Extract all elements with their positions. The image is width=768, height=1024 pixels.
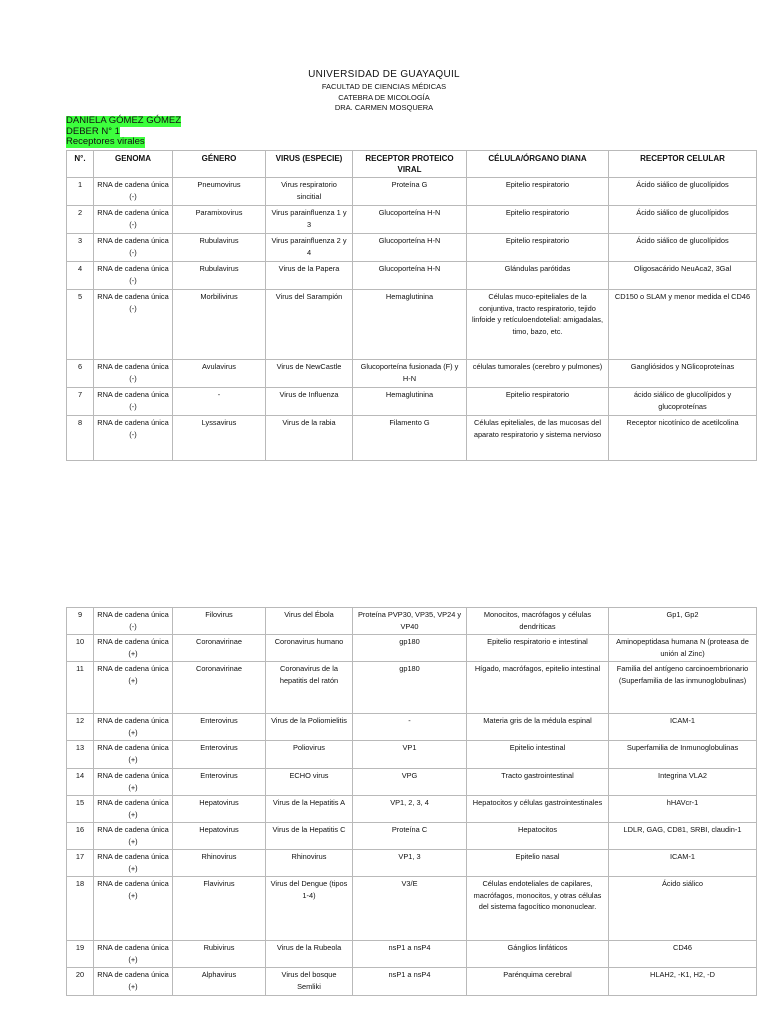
viral-receptors-table-part-2 bbox=[66, 607, 757, 996]
cell-virus-species: Virus parainfluenza 1 y 3 bbox=[266, 206, 353, 234]
cell-target: Células muco-epiteliales de la conjuntiva, tracto respiratorio, tejido linfoide y retículoendotelial: amigadalas, timo, bazo, etc. bbox=[467, 290, 609, 360]
cell-virus-species: ECHO virus bbox=[266, 769, 353, 796]
cell-cell-receptor: Gangliósidos y NGlicoproteínas bbox=[609, 360, 757, 388]
cell-target: Epitelio nasal bbox=[467, 850, 609, 877]
cell-cell-receptor: LDLR, GAG, CD81, SRBI, claudin-1 bbox=[609, 823, 757, 850]
cell-cell-receptor: Receptor nicotínico de acetilcolina bbox=[609, 416, 757, 461]
cell-genus: Lyssavirus bbox=[173, 416, 266, 461]
table-row bbox=[67, 877, 757, 941]
cell-viral-receptor: Proteína C bbox=[353, 823, 467, 850]
cell-cell-receptor: Gp1, Gp2 bbox=[609, 608, 757, 635]
cell-virus-species: Virus del bosque Semliki bbox=[266, 968, 353, 996]
cell-genome: RNA de cadena única (-) bbox=[94, 290, 173, 360]
row-number: 19 bbox=[67, 941, 94, 968]
row-number: 1 bbox=[67, 178, 94, 206]
col-header-genome: GENOMA bbox=[94, 151, 173, 178]
cell-cell-receptor: ICAM-1 bbox=[609, 714, 757, 741]
faculty-name: FACULTAD DE CIENCIAS MÉDICAS bbox=[321, 82, 447, 91]
cell-viral-receptor: Filamento G bbox=[353, 416, 467, 461]
cell-virus-species: Virus de la Hepatitis A bbox=[266, 796, 353, 823]
table-row bbox=[67, 608, 757, 635]
cell-genome: RNA de cadena única (+) bbox=[94, 635, 173, 662]
table-row bbox=[67, 823, 757, 850]
cell-cell-receptor: Ácido siálico de glucolípidos bbox=[609, 206, 757, 234]
row-number: 3 bbox=[67, 234, 94, 262]
cell-virus-species: Virus respiratorio sincitial bbox=[266, 178, 353, 206]
student-name: DANIELA GÓMEZ GÓMEZ bbox=[66, 115, 182, 126]
row-number: 6 bbox=[67, 360, 94, 388]
cell-target: Epitelio intestinal bbox=[467, 741, 609, 769]
cell-viral-receptor: Hemaglutinina bbox=[353, 290, 467, 360]
cell-genome: RNA de cadena única (-) bbox=[94, 262, 173, 290]
row-number: 5 bbox=[67, 290, 94, 360]
cell-virus-species: Virus de la Hepatitis C bbox=[266, 823, 353, 850]
cell-viral-receptor: Glucoporteína H-N bbox=[353, 262, 467, 290]
cell-target: Células epiteliales, de las mucosas del aparato respiratorio y sistema nervioso bbox=[467, 416, 609, 461]
cell-virus-species: Virus de la Poliomielitis bbox=[266, 714, 353, 741]
chair-name: CATEBRA DE MICOLOGÍA bbox=[338, 92, 430, 102]
cell-genus: Avulavirus bbox=[173, 360, 266, 388]
cell-genome: RNA de cadena única (-) bbox=[94, 416, 173, 461]
cell-viral-receptor: nsP1 a nsP4 bbox=[353, 968, 467, 996]
cell-virus-species: Virus de la rabia bbox=[266, 416, 353, 461]
cell-cell-receptor: ICAM-1 bbox=[609, 850, 757, 877]
assignment-number: DEBER N° 1 bbox=[66, 125, 120, 137]
cell-genome: RNA de cadena única (-) bbox=[94, 360, 173, 388]
cell-cell-receptor: Ácido siálico de glucolípidos bbox=[609, 234, 757, 262]
cell-target: Células endoteliales de capilares, macrófagos, monocitos, y otras células del sistema fagocítico mononuclear. bbox=[467, 877, 609, 941]
cell-cell-receptor: CD46 bbox=[609, 941, 757, 968]
cell-genus: Rhinovirus bbox=[173, 850, 266, 877]
cell-target: Hepatocitos bbox=[467, 823, 609, 850]
cell-virus-species: Poliovirus bbox=[266, 741, 353, 769]
cell-target: Epitelio respiratorio bbox=[467, 388, 609, 416]
table-row bbox=[67, 206, 757, 234]
cell-virus-species: Virus parainfluenza 2 y 4 bbox=[266, 234, 353, 262]
cell-genome: RNA de cadena única (+) bbox=[94, 662, 173, 714]
cell-genus: - bbox=[173, 388, 266, 416]
cell-viral-receptor: Glucoporteína fusionada (F) y H-N bbox=[353, 360, 467, 388]
cell-cell-receptor: Ácido siálico de glucolípidos bbox=[609, 178, 757, 206]
cell-target: Tracto gastrointestinal bbox=[467, 769, 609, 796]
table-row bbox=[67, 416, 757, 461]
row-number: 9 bbox=[67, 608, 94, 635]
cell-viral-receptor: VPG bbox=[353, 769, 467, 796]
cell-viral-receptor: VP1, 3 bbox=[353, 850, 467, 877]
cell-genome: RNA de cadena única (-) bbox=[94, 608, 173, 635]
table-row bbox=[67, 850, 757, 877]
row-number: 18 bbox=[67, 877, 94, 941]
cell-genome: RNA de cadena única (-) bbox=[94, 388, 173, 416]
cell-genome: RNA de cadena única (-) bbox=[94, 234, 173, 262]
cell-genome: RNA de cadena única (+) bbox=[94, 941, 173, 968]
cell-genome: RNA de cadena única (+) bbox=[94, 850, 173, 877]
cell-cell-receptor: Aminopeptidasa humana N (proteasa de unión al Zinc) bbox=[609, 635, 757, 662]
col-header-virus: VIRUS (ESPECIE) bbox=[266, 151, 353, 178]
cell-target: células tumorales (cerebro y pulmones) bbox=[467, 360, 609, 388]
cell-genus: Pneumovirus bbox=[173, 178, 266, 206]
cell-viral-receptor: Glucoporteína H-N bbox=[353, 234, 467, 262]
cell-virus-species: Coronavirus de la hepatitis del ratón bbox=[266, 662, 353, 714]
table-row bbox=[67, 741, 757, 769]
row-number: 17 bbox=[67, 850, 94, 877]
cell-viral-receptor: V3/E bbox=[353, 877, 467, 941]
cell-target: Materia gris de la médula espinal bbox=[467, 714, 609, 741]
cell-viral-receptor: Proteína G bbox=[353, 178, 467, 206]
table-row bbox=[67, 941, 757, 968]
table-row bbox=[67, 714, 757, 741]
cell-target: Hígado, macrófagos, epitelio intestinal bbox=[467, 662, 609, 714]
cell-target: Hepatocitos y células gastrointestinales bbox=[467, 796, 609, 823]
cell-virus-species: Virus de NewCastle bbox=[266, 360, 353, 388]
row-number: 4 bbox=[67, 262, 94, 290]
cell-genus: Rubulavirus bbox=[173, 234, 266, 262]
cell-viral-receptor: - bbox=[353, 714, 467, 741]
cell-target: Parénquima cerebral bbox=[467, 968, 609, 996]
assignment-topic: Receptores virales bbox=[66, 136, 145, 147]
cell-target: Epitelio respiratorio bbox=[467, 206, 609, 234]
cell-genome: RNA de cadena única (+) bbox=[94, 769, 173, 796]
col-header-target: CÉLULA/ÓRGANO DIANA bbox=[467, 151, 609, 178]
table-row bbox=[67, 796, 757, 823]
cell-genome: RNA de cadena única (+) bbox=[94, 877, 173, 941]
cell-cell-receptor: Familia del antígeno carcinoembrionario (Superfamilia de las inmunoglobulinas) bbox=[609, 662, 757, 714]
row-number: 2 bbox=[67, 206, 94, 234]
cell-cell-receptor: Superfamilia de Inmunoglobulinas bbox=[609, 741, 757, 769]
table-row bbox=[67, 178, 757, 206]
table-header-row bbox=[67, 151, 757, 178]
table-row bbox=[67, 234, 757, 262]
cell-genome: RNA de cadena única (+) bbox=[94, 968, 173, 996]
cell-target: Epitelio respiratorio e intestinal bbox=[467, 635, 609, 662]
cell-viral-receptor: gp180 bbox=[353, 635, 467, 662]
table-row bbox=[67, 388, 757, 416]
row-number: 12 bbox=[67, 714, 94, 741]
col-header-number: N°. bbox=[67, 151, 94, 178]
cell-virus-species: Virus de la Rubeola bbox=[266, 941, 353, 968]
cell-viral-receptor: gp180 bbox=[353, 662, 467, 714]
table-row bbox=[67, 262, 757, 290]
cell-cell-receptor: hHAVcr-1 bbox=[609, 796, 757, 823]
cell-virus-species: Coronavirus humano bbox=[266, 635, 353, 662]
cell-target: Epitelio respiratorio bbox=[467, 234, 609, 262]
cell-virus-species: Virus de Influenza bbox=[266, 388, 353, 416]
cell-virus-species: Virus de la Papera bbox=[266, 262, 353, 290]
assignment-meta bbox=[66, 116, 181, 148]
cell-genus: Coronavirinae bbox=[173, 662, 266, 714]
cell-viral-receptor: VP1, 2, 3, 4 bbox=[353, 796, 467, 823]
cell-genome: RNA de cadena única (-) bbox=[94, 206, 173, 234]
table-row bbox=[67, 662, 757, 714]
row-number: 7 bbox=[67, 388, 94, 416]
cell-genus: Enterovirus bbox=[173, 714, 266, 741]
cell-target: Monocitos, macrófagos y células dendríticas bbox=[467, 608, 609, 635]
cell-genome: RNA de cadena única (+) bbox=[94, 796, 173, 823]
row-number: 16 bbox=[67, 823, 94, 850]
col-header-viral-receptor: RECEPTOR PROTEICO VIRAL bbox=[353, 151, 467, 178]
cell-virus-species: Virus del Ébola bbox=[266, 608, 353, 635]
cell-cell-receptor: HLAH2, -K1, H2, -D bbox=[609, 968, 757, 996]
cell-genus: Coronavirinae bbox=[173, 635, 266, 662]
table-row bbox=[67, 769, 757, 796]
cell-genus: Paramixovirus bbox=[173, 206, 266, 234]
cell-genome: RNA de cadena única (-) bbox=[94, 178, 173, 206]
cell-cell-receptor: ácido siálico de glucolípidos y glucoproteínas bbox=[609, 388, 757, 416]
table-row bbox=[67, 968, 757, 996]
cell-genome: RNA de cadena única (+) bbox=[94, 741, 173, 769]
cell-target: Epitelio respiratorio bbox=[467, 178, 609, 206]
cell-target: Glándulas parótidas bbox=[467, 262, 609, 290]
row-number: 20 bbox=[67, 968, 94, 996]
row-number: 8 bbox=[67, 416, 94, 461]
cell-viral-receptor: Glucoporteína H-N bbox=[353, 206, 467, 234]
cell-genome: RNA de cadena única (+) bbox=[94, 823, 173, 850]
professor-name: DRA. CARMEN MOSQUERA bbox=[334, 103, 434, 112]
cell-genus: Flavivirus bbox=[173, 877, 266, 941]
cell-genus: Hepatovirus bbox=[173, 796, 266, 823]
cell-genus: Hepatovirus bbox=[173, 823, 266, 850]
cell-genus: Alphavirus bbox=[173, 968, 266, 996]
table-row bbox=[67, 635, 757, 662]
col-header-cell-receptor: RECEPTOR CELULAR bbox=[609, 151, 757, 178]
row-number: 13 bbox=[67, 741, 94, 769]
cell-viral-receptor: Hemaglutinina bbox=[353, 388, 467, 416]
cell-genus: Rubivirus bbox=[173, 941, 266, 968]
cell-cell-receptor: Integrina VLA2 bbox=[609, 769, 757, 796]
cell-viral-receptor: VP1 bbox=[353, 741, 467, 769]
cell-genus: Rubulavirus bbox=[173, 262, 266, 290]
cell-cell-receptor: Ácido siálico bbox=[609, 877, 757, 941]
cell-viral-receptor: Proteína PVP30, VP35, VP24 y VP40 bbox=[353, 608, 467, 635]
row-number: 10 bbox=[67, 635, 94, 662]
cell-genome: RNA de cadena única (+) bbox=[94, 714, 173, 741]
table-row bbox=[67, 360, 757, 388]
cell-genus: Enterovirus bbox=[173, 741, 266, 769]
col-header-genus: GÉNERO bbox=[173, 151, 266, 178]
cell-virus-species: Virus del Sarampión bbox=[266, 290, 353, 360]
cell-genus: Filovirus bbox=[173, 608, 266, 635]
cell-cell-receptor: CD150 o SLAM y menor medida el CD46 bbox=[609, 290, 757, 360]
cell-virus-species: Rhinovirus bbox=[266, 850, 353, 877]
cell-cell-receptor: Oligosacárido NeuAca2, 3Gal bbox=[609, 262, 757, 290]
viral-receptors-table-part-1 bbox=[66, 150, 757, 461]
university-name: UNIVERSIDAD DE GUAYAQUIL bbox=[308, 69, 460, 80]
cell-virus-species: Virus del Dengue (tipos 1-4) bbox=[266, 877, 353, 941]
cell-target: Gánglios linfáticos bbox=[467, 941, 609, 968]
document-header bbox=[0, 68, 768, 114]
row-number: 14 bbox=[67, 769, 94, 796]
row-number: 11 bbox=[67, 662, 94, 714]
table-row bbox=[67, 290, 757, 360]
cell-genus: Enterovirus bbox=[173, 769, 266, 796]
cell-genus: Morbilivirus bbox=[173, 290, 266, 360]
cell-viral-receptor: nsP1 a nsP4 bbox=[353, 941, 467, 968]
row-number: 15 bbox=[67, 796, 94, 823]
